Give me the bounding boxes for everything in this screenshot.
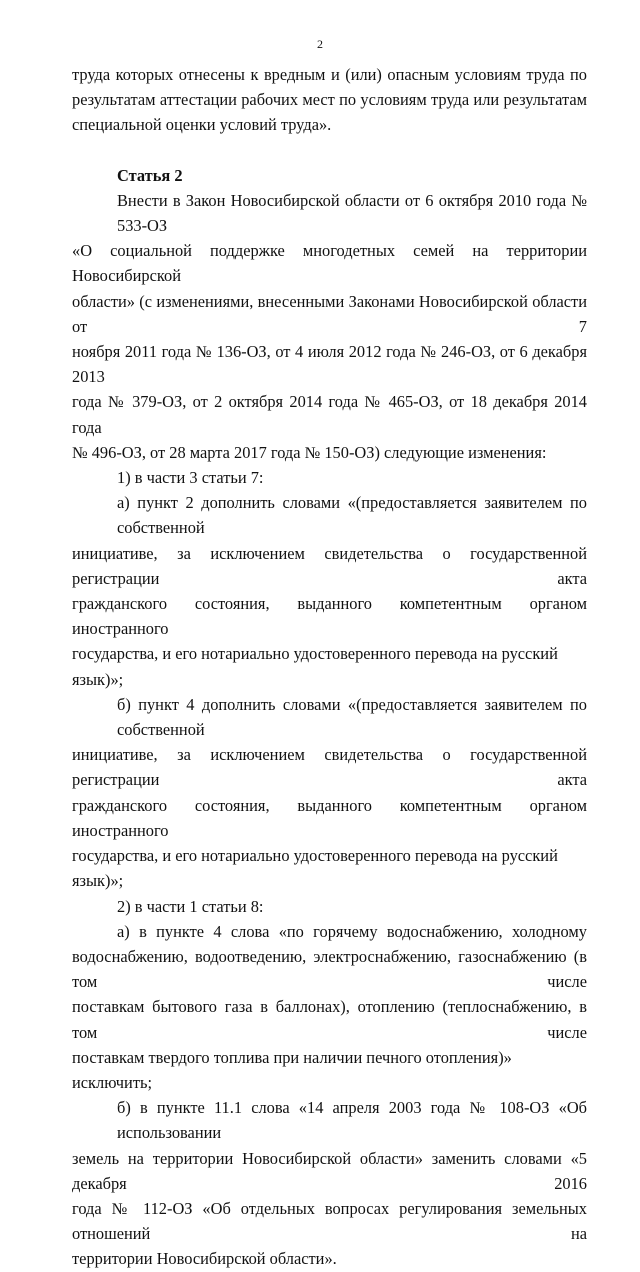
- text-line: труда которых отнесены к вредным и (или) опасным условиям труда по: [72, 65, 587, 84]
- text-line: результатам аттестации рабочих мест по условиям труда или результатам: [72, 90, 587, 110]
- text-line: а) пункт 2 дополнить словами «(предоставляется заявителем по собственной: [117, 493, 587, 538]
- item-1: [72, 465, 587, 490]
- text-line: поставкам твердого топлива при наличии печного отопления)» исключить;: [72, 1047, 512, 1092]
- text-line: а) в пункте 4 слова «по горячему водоснабжению, холодному: [117, 921, 587, 941]
- text-line: государства, и его нотариально удостоверенного перевода на русский язык)»;: [72, 846, 558, 891]
- article-heading: Статья 2: [117, 165, 183, 185]
- text-line: водоснабжению, водоотведению, электроснабжению, газоснабжению (в том числе: [72, 946, 587, 992]
- text-line: области» (с изменениями, внесенными Законами Новосибирской области от 7: [72, 291, 587, 336]
- item-1b: [72, 692, 587, 894]
- text-line: 2) в части 1 статьи 8:: [117, 896, 264, 916]
- text-line: года № 379-ОЗ, от 2 октября 2014 года № 465-ОЗ, от 18 декабря 2014 года: [72, 392, 587, 437]
- text-line: «О социальной поддержке многодетных семей на территории Новосибирской: [72, 241, 587, 286]
- text-line: гражданского состояния, выданного компетентным органом иностранного: [72, 795, 587, 840]
- text-line: б) в пункте 11.1 слова «14 апреля 2003 года № 108-ОЗ «Об использовании: [117, 1098, 587, 1143]
- page-number: 2: [317, 37, 323, 51]
- intro-paragraph: [72, 62, 587, 138]
- text-line: Внести в Закон Новосибирской области от 6 октября 2010 года № 533-ОЗ: [117, 190, 587, 236]
- item-2b: [72, 1095, 587, 1271]
- text-line: инициативе, за исключением свидетельства о государственной регистрации акта: [72, 745, 587, 790]
- text-line: поставкам бытового газа в баллонах), отоплению (теплоснабжению, в том числе: [72, 997, 587, 1042]
- text-line: 1) в части 3 статьи 7:: [117, 468, 264, 488]
- document-body: [72, 62, 587, 1272]
- text-line: б) пункт 4 дополнить словами «(предоставляется заявителем по собственной: [117, 694, 587, 740]
- item-1a: [72, 490, 587, 692]
- item-2a: [72, 919, 587, 1095]
- text-line: специальной оценки условий труда».: [72, 115, 332, 135]
- text-line: ноября 2011 года № 136-ОЗ, от 4 июля 2012 года № 246-ОЗ, от 6 декабря 2013: [72, 342, 587, 387]
- item-2: [72, 894, 587, 919]
- article-preamble: [72, 188, 587, 465]
- text-line: года № 112-ОЗ «Об отдельных вопросах регулирования земельных отношений на: [72, 1198, 587, 1244]
- text-line: территории Новосибирской области».: [72, 1249, 337, 1269]
- text-line: земель на территории Новосибирской области» заменить словами «5 декабря 2016: [72, 1148, 587, 1193]
- text-line: государства, и его нотариально удостоверенного перевода на русский язык)»;: [72, 644, 558, 689]
- text-line: № 496-ОЗ, от 28 марта 2017 года № 150-ОЗ) следующие изменения:: [72, 442, 547, 462]
- text-line: инициативе, за исключением свидетельства о государственной регистрации акта: [72, 543, 587, 588]
- text-line: гражданского состояния, выданного компетентным органом иностранного: [72, 594, 587, 639]
